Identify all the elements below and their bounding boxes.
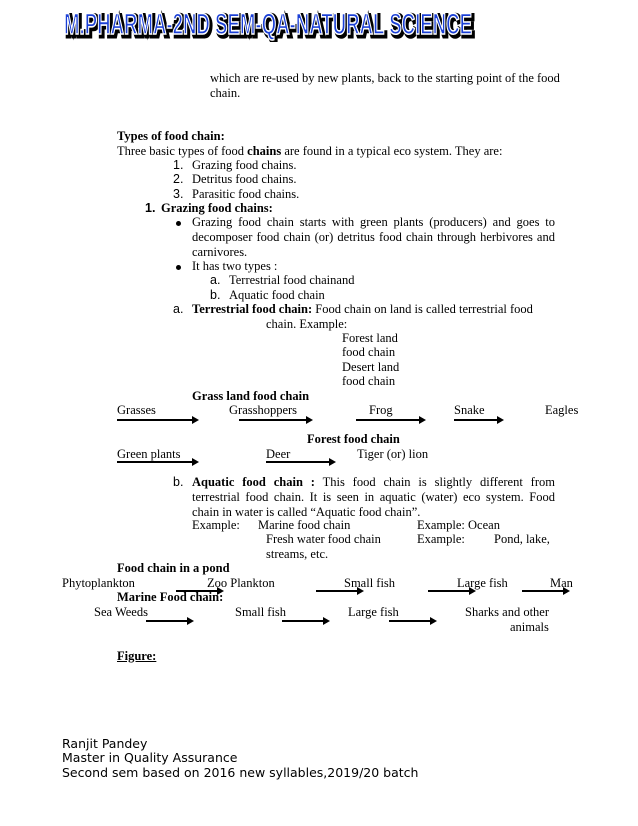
- aquatic-right-2-value: Pond, lake,: [494, 532, 550, 546]
- arrow-icon: [266, 461, 334, 463]
- grazing-sub-a: Terrestrial food chainand: [229, 273, 355, 287]
- header-title-shadow: M.PHARMA-2ND SEM-QA-NATURAL SCIENCE: [66, 10, 474, 42]
- grassland-item-1: Grasses: [117, 403, 156, 417]
- types-desc-bold: chains: [247, 144, 282, 158]
- forest-item-2: Deer: [266, 447, 291, 461]
- aquatic-text: This food chain is slightly different from terrestrial food chain. It is seen in aquatic (water) eco system. Food chain in water is called “Aquatic food chain”.: [192, 475, 555, 519]
- arrow-icon: [356, 419, 424, 421]
- arrow-icon: [117, 419, 197, 421]
- terrestrial-example-4: food chain: [342, 374, 396, 388]
- terrestrial-line-1: [192, 302, 533, 317]
- aquatic-example-1: Marine food chain: [258, 518, 351, 532]
- grazing-bullet-1: Grazing food chain starts with green plants (producers) and goes to decomposer food chain (or) detritus food chain through herbivores and carnivores.: [192, 215, 555, 259]
- terrestrial-example-3: Desert land: [342, 360, 400, 374]
- pond-item-2: Zoo Plankton: [207, 576, 275, 590]
- grassland-heading: Grass land food chain: [192, 389, 310, 403]
- bullet-icon: [176, 265, 181, 270]
- types-item-2-num: 2.: [173, 172, 184, 186]
- types-heading: Types of food chain:: [117, 129, 225, 143]
- types-desc-post: are found in a typical eco system. They are:: [281, 144, 503, 158]
- grazing-sub-b-num: b.: [210, 288, 221, 302]
- intro-line-1: which are re-used by new plants, back to the starting point of the food: [210, 71, 560, 85]
- footer-degree: Master in Quality Assurance: [62, 750, 238, 765]
- terrestrial-example-1: Forest land: [342, 331, 398, 345]
- terrestrial-line-2: chain. Example:: [266, 317, 348, 331]
- footer-author: Ranjit Pandey: [62, 736, 148, 751]
- terrestrial-num: a.: [173, 302, 184, 316]
- marine-item-3: Large fish: [348, 605, 399, 619]
- bullet-icon: [176, 221, 181, 226]
- arrow-icon: [117, 461, 197, 463]
- arrow-icon: [389, 620, 435, 622]
- grazing-sub-b: Aquatic food chain: [229, 288, 325, 302]
- pond-item-1: Phytoplankton: [62, 576, 135, 590]
- marine-heading: Marine Food chain:: [117, 590, 224, 604]
- arrow-icon: [316, 590, 362, 592]
- grassland-item-5: Eagles: [545, 403, 579, 417]
- terrestrial-heading: Terrestrial food chain:: [192, 302, 313, 316]
- types-item-3: Parasitic food chains.: [192, 187, 300, 201]
- forest-heading: Forest food chain: [307, 432, 400, 446]
- grassland-item-3: Frog: [369, 403, 393, 417]
- forest-item-3: Tiger (or) lion: [357, 447, 429, 461]
- pond-item-4: Large fish: [457, 576, 508, 590]
- marine-item-4-tail: animals: [510, 620, 549, 634]
- types-item-1: Grazing food chains.: [192, 158, 297, 172]
- types-item-1-num: 1.: [173, 158, 184, 172]
- terrestrial-example-2: food chain: [342, 345, 396, 359]
- marine-item-4: Sharks and other: [465, 605, 550, 619]
- pond-item-3: Small fish: [344, 576, 396, 590]
- grassland-item-4: Snake: [454, 403, 485, 417]
- grazing-heading: Grazing food chains:: [161, 201, 273, 215]
- footer-batch: Second sem based on 2016 new syllables,2019/20 batch: [62, 765, 419, 780]
- terrestrial-text-1: Food chain on land is called terrestrial food: [312, 302, 533, 316]
- grazing-sub-a-num: a.: [210, 273, 221, 287]
- aquatic-example-label: Example:: [192, 518, 240, 532]
- types-item-2: Detritus food chains.: [192, 172, 297, 186]
- pond-item-5: Man: [550, 576, 573, 590]
- aquatic-right-2-label: Example:: [417, 532, 465, 546]
- arrow-icon: [428, 590, 474, 592]
- grazing-bullet-2: It has two types :: [192, 259, 278, 273]
- aquatic-num: b.: [173, 475, 184, 489]
- arrow-icon: [146, 620, 192, 622]
- aquatic-paragraph: [192, 475, 555, 520]
- aquatic-example-3: streams, etc.: [266, 547, 329, 561]
- pond-heading: Food chain in a pond: [117, 561, 230, 575]
- types-item-3-num: 3.: [173, 187, 184, 201]
- intro-line-2: chain.: [210, 86, 241, 100]
- grazing-num: 1.: [145, 201, 156, 215]
- aquatic-heading: Aquatic food chain :: [192, 475, 315, 489]
- aquatic-example-2: Fresh water food chain: [266, 532, 381, 546]
- grassland-item-2: Grasshoppers: [229, 403, 298, 417]
- header-banner: [58, 2, 478, 42]
- arrow-icon: [282, 620, 328, 622]
- marine-item-1: Sea Weeds: [94, 605, 148, 619]
- forest-item-1: Green plants: [117, 447, 181, 461]
- header-title: M.PHARMA-2ND SEM-QA-NATURAL SCIENCE: [64, 8, 472, 41]
- figure-label: Figure:: [117, 649, 157, 663]
- arrow-icon: [522, 590, 568, 592]
- aquatic-right-1: Example: Ocean: [417, 518, 500, 532]
- arrow-icon: [239, 419, 311, 421]
- arrow-icon: [454, 419, 502, 421]
- marine-item-2: Small fish: [235, 605, 287, 619]
- types-desc-pre: Three basic types of food: [117, 144, 248, 158]
- types-description: [117, 144, 502, 159]
